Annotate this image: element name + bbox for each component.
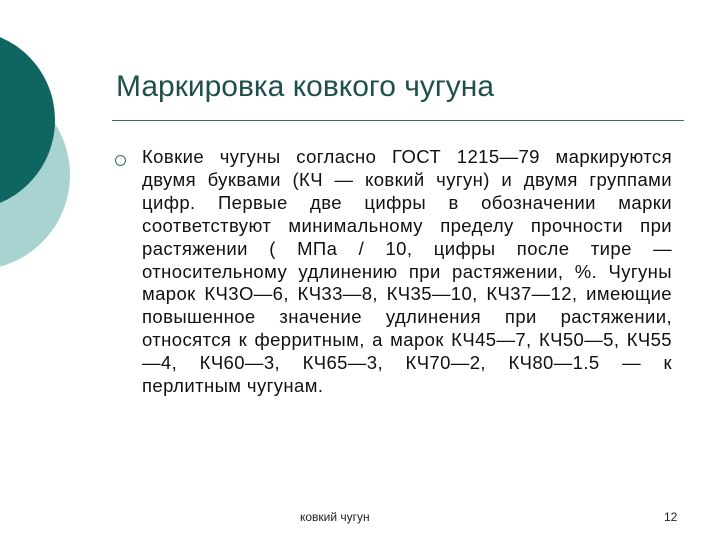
title-divider [112, 120, 684, 121]
bullet-marker-icon [115, 155, 126, 166]
page-number: 12 [664, 510, 678, 524]
slide-title: Маркировка ковкого чугуна [116, 70, 495, 103]
bullet-text: Ковкие чугуны согласно ГОСТ 1215—79 маркируются двумя буквами (КЧ — ковкий чугун) и двумя группами цифр. Первые две цифры в обозначении марки соответствуют минимальному пределу прочности при растяжении ( МПа / 10, цифры после тире — относительному удлинению при растяжении, %. Чугуны марок КЧ3О—6, КЧ33—8, КЧ35—10, КЧ37—12, имеющие повышенное значение удлинения при растяжении, относятся к ферритным, а марок КЧ45—7, КЧ50—5, КЧ55—4, КЧ60—3, КЧ65—3, КЧ70—2, КЧ80—1.5 — к перлитным чугунам. [142, 146, 672, 397]
footer-text: ковкий чугун [300, 510, 370, 524]
decorative-circles [0, 0, 130, 300]
